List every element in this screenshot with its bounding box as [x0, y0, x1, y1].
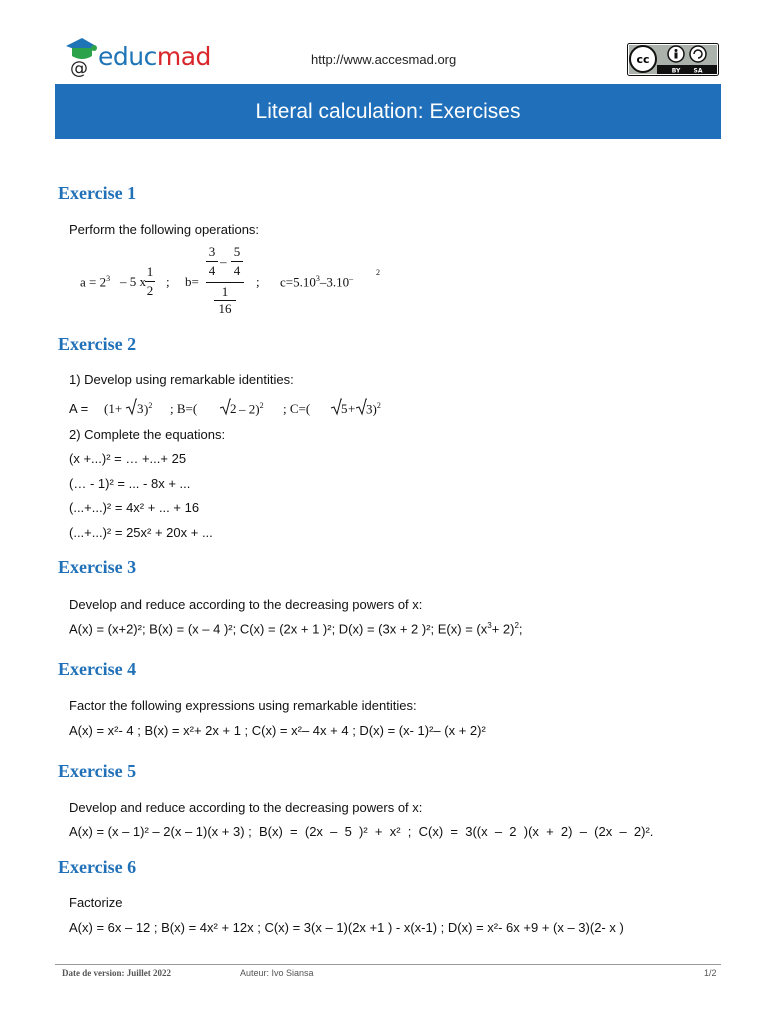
exercise-1-instruction: Perform the following operations: — [69, 222, 260, 237]
exercise-2-heading: Exercise 2 — [58, 334, 137, 354]
exercise-6-heading: Exercise 6 — [58, 857, 137, 877]
exercise-5-heading: Exercise 5 — [58, 761, 137, 781]
svg-text:cc: cc — [636, 53, 650, 66]
exercise-5-expressions: A(x) = (x – 1)² – 2(x – 1)(x + 3) ; B(x) = (2x – 5 )² + x² ; C(x) = 3((x – 2 )(x + 2) – (2x – 2)². — [69, 824, 654, 839]
site-url[interactable]: http://www.accesmad.org — [311, 52, 457, 67]
exercise-4-instruction: Factor the following expressions using remarkable identities: — [69, 698, 417, 713]
exercise-3-instruction: Develop and reduce according to the decreasing powers of x: — [69, 597, 423, 612]
logo-wordmark: educmad — [98, 42, 211, 71]
exercise-2-part-2: 2) Complete the equations: — [69, 427, 226, 442]
svg-text:@: @ — [70, 58, 88, 79]
exercise-3-expressions: A(x) = (x+2)²; B(x) = (x – 4 )²; C(x) = (2x + 1 )²; D(x) = (3x + 2 )²; $E(x) = (x^3+ 2)^2$; — [69, 621, 523, 637]
footer-page-number: 1/2 — [704, 968, 717, 978]
footer-divider — [55, 964, 721, 965]
footer-version: Date de version: Juillet 2022 — [62, 968, 171, 978]
exercise-4-heading: Exercise 4 — [58, 659, 137, 679]
footer-author: Auteur: Ivo Siansa — [240, 968, 314, 978]
exercise-2-equation-4: (...+...)² = 25x² + 20x + ... — [69, 525, 213, 540]
exercise-2-equation-2: (… - 1)² = ... - 8x + ... — [69, 476, 191, 491]
cc-by-sa-license-icon — [627, 43, 719, 76]
educmad-logo — [60, 36, 210, 80]
exercise-2-equation-1: (x +...)² = … +...+ 25 — [69, 451, 187, 466]
exercise-1-heading: Exercise 1 — [58, 183, 137, 203]
exercise-3-heading: Exercise 3 — [58, 557, 137, 577]
exercise-2-equation-3: (...+...)² = 4x² + ... + 16 — [69, 500, 200, 515]
exercise-4-expressions: A(x) = x²- 4 ; B(x) = x²+ 2x + 1 ; C(x) = x²– 4x + 4 ; D(x) = (x- 1)²– (x + 2)² — [69, 723, 486, 738]
logo-graduation-icon — [60, 36, 100, 80]
exercise-2-part-1: 1) Develop using remarkable identities: — [69, 372, 294, 387]
exercise-5-instruction: Develop and reduce according to the decreasing powers of x: — [69, 800, 423, 815]
svg-text:SA: SA — [693, 67, 703, 75]
exercise-6-expressions: A(x) = 6x – 12 ; B(x) = 4x² + 12x ; C(x) = 3(x – 1)(2x +1 ) - x(x-1) ; D(x) = x²- 6x +9 + (x – 3)(2- x ) — [69, 920, 624, 935]
page-title: Literal calculation: Exercises — [55, 84, 721, 139]
exercise-6-instruction: Factorize — [69, 895, 123, 910]
svg-text:BY: BY — [671, 67, 681, 75]
